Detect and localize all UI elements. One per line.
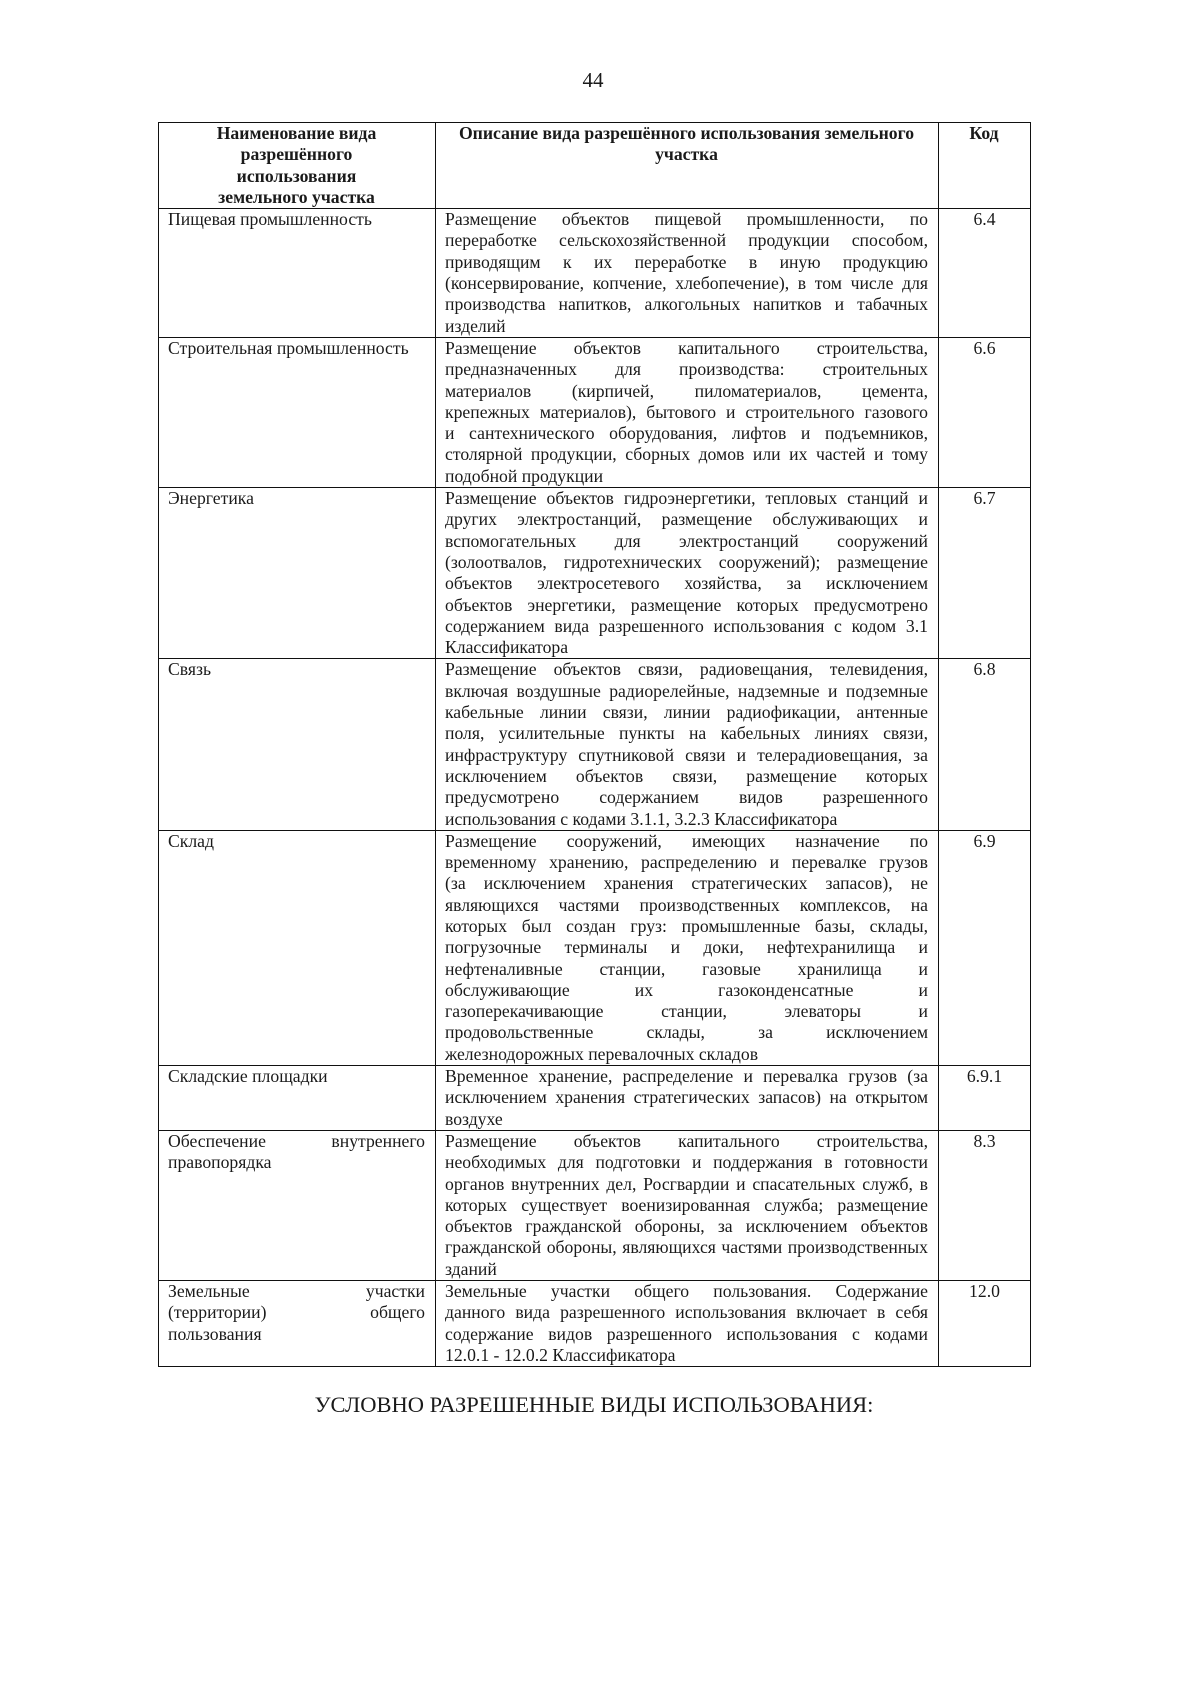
use-code-cell [939,209,1031,338]
use-description-line: органов внутренних дел, Росгвардии и спасательных служб, в [445,1173,928,1194]
section-heading: УСЛОВНО РАЗРЕШЕННЫЕ ВИДЫ ИСПОЛЬЗОВАНИЯ: [314,1392,874,1418]
use-description-line: предназначенных для производства: строительных [445,359,928,380]
use-description-line: Размещение объектов гидроэнергетики, тепловых станций и [445,488,928,509]
use-code-cell [939,488,1031,659]
table-row [159,1130,1031,1280]
use-code: 12.0 [969,1281,1000,1302]
use-description-line: исключением объектов связи, размещение которых [445,765,928,786]
use-description-line: Классификатора [445,637,569,658]
use-description-line: объектов энергетики, размещение которых предусмотрено [445,594,928,615]
use-description-line: обслуживающие их газоконденсатные и [445,979,928,1000]
use-description-line: содержание видов разрешенного использования с кодами [445,1323,928,1344]
use-description-line: временному хранению, распределению и перевалке грузов [445,852,928,873]
use-code: 6.8 [973,659,996,680]
use-description-line: включая воздушные радиорелейные, надземные и подземные [445,680,928,701]
use-description-cell [436,1066,939,1131]
table-row [159,488,1031,659]
use-code-cell [939,1281,1031,1367]
header-line: Описание вида разрешённого использования земельного [458,123,915,143]
use-description-line: подобной продукции [445,465,604,486]
use-description-line: 12.0.1 - 12.0.2 Классификатора [445,1344,676,1365]
use-description-line: других электростанций, размещение обслуживающих и [445,509,928,530]
use-description-line: переработке сельскохозяйственной продукции способом, [445,230,928,251]
header-line: использования [236,165,357,186]
use-code-cell [939,830,1031,1065]
use-description-cell [436,1281,939,1367]
use-description-line: столярной продукции, сборных домов или их частей и тому [445,444,928,465]
use-name-cell [159,337,436,487]
use-code: 8.3 [973,1130,996,1151]
header-line: Наименование вида [216,123,377,143]
table-row [159,1281,1031,1367]
table-header-row [159,123,1031,209]
use-name-cell [159,830,436,1065]
use-description-line: необходимых для подготовки и поддержания в готовности [445,1152,928,1173]
use-description-line: которых был создан груз: промышленные базы, склады, [445,915,928,936]
use-name-line: Связь [168,659,212,680]
use-name-cell [159,209,436,338]
use-description-cell [436,488,939,659]
land-use-table [158,122,1031,1367]
use-description-line: Размещение объектов капитального строительства, [445,337,928,358]
table-row [159,1066,1031,1131]
use-description-line: данного вида разрешенного использования включает в себя [445,1302,928,1323]
use-code: 6.9.1 [966,1066,1003,1087]
use-description-line: исключением хранения стратегических запасов) на открытом [445,1087,928,1108]
use-description-line: материалов (кирпичей, пиломатериалов, цемента, [445,380,928,401]
use-code: 6.4 [973,209,996,230]
use-name-line: Складские площадки [168,1066,328,1087]
use-name-line: правопорядка [168,1152,272,1173]
use-name-line: Склад [168,830,214,851]
table-header-code [939,123,1031,209]
use-description-line: зданий [445,1258,497,1279]
use-description-line: (золоотвалов, гидротехнических сооружений); размещение [445,551,928,572]
use-description-line: (за исключением хранения стратегических запасов), не [445,873,928,894]
use-description-cell [436,1130,939,1280]
use-description-line: использования с кодами 3.1.1, 3.2.3 Классификатора [445,808,838,829]
use-name-line: пользования [168,1323,262,1344]
use-description-line: изделий [445,315,506,336]
use-name-line: Обеспечение внутреннего [168,1130,425,1151]
use-description-cell [436,830,939,1065]
use-name-line: Пищевая промышленность [168,209,372,230]
use-description-line: Размещение объектов пищевой промышленности, по [445,209,928,230]
use-code: 6.9 [973,830,996,851]
use-description-line: Размещение сооружений, имеющих назначение по [445,830,928,851]
use-description-line: Размещение объектов капитального строительства, [445,1130,928,1151]
use-description-line: инфраструктуру спутниковой связи и телерадиовещания, за [445,744,928,765]
header-line: участка [655,144,718,165]
use-description-line: гражданской обороны, являющихся частями производственных [445,1237,928,1258]
table-row [159,337,1031,487]
use-description-line: кабельные линии связи, линии радиофикации, антенные [445,702,928,723]
use-description-line: которых существует военизированная служба; размещение [445,1194,928,1215]
use-description-line: являющихся частями производственных комплексов, на [445,894,928,915]
use-code: 6.7 [973,488,996,509]
use-description-line: погрузочные терминалы и доки, нефтехранилища и [445,937,928,958]
use-description-line: Размещение объектов связи, радиовещания, телевидения, [445,659,928,680]
use-description-line: крепежных материалов), бытового и строительного газового [445,401,928,422]
use-description-line: вспомогательных для электростанций сооружений [445,530,928,551]
use-code-cell [939,1130,1031,1280]
use-code-cell [939,659,1031,830]
use-description-line: производства напитков, алкогольных напитков и табачных [445,294,928,315]
use-name-cell [159,1066,436,1131]
use-description-line: содержанием вида разрешенного использования с кодом 3.1 [445,615,928,636]
use-description-line: объектов электросетевого хозяйства, за исключением [445,573,928,594]
land-use-table-body [159,209,1031,1367]
use-code-cell [939,337,1031,487]
use-name-cell [159,488,436,659]
use-name-line: (территории) общего [168,1302,425,1323]
page-content [158,122,1030,1418]
page-number: 44 [582,68,604,92]
header-line: разрешённого [240,144,353,165]
use-description-cell [436,659,939,830]
use-description-line: поля, усилительные пункты на кабельных линиях связи, [445,723,928,744]
use-description-line: Земельные участки общего пользования. Содержание [445,1281,928,1302]
header-line: Код [969,123,999,143]
use-description-line: газоперекачивающие станции, элеваторы и [445,1001,928,1022]
use-description-line: и сантехнического оборудования, лифтов и подъемников, [445,423,928,444]
use-description-line: воздухе [445,1108,503,1129]
use-name-cell [159,1130,436,1280]
use-code: 6.6 [973,337,996,358]
use-description-line: железнодорожных перевалочных складов [445,1043,759,1064]
land-use-table-header [159,123,1031,209]
table-header-name [159,123,436,209]
use-name-line: Энергетика [168,488,254,509]
use-description-line: продовольственные склады, за исключением [445,1022,928,1043]
table-row [159,659,1031,830]
table-row [159,209,1031,338]
table-header-description [436,123,939,209]
use-description-line: приводящим к их переработке в иную продукцию [445,251,928,272]
header-line: земельного участка [218,186,375,207]
use-description-line: Временное хранение, распределение и перевалка грузов (за [445,1066,928,1087]
use-description-line: объектов гражданской обороны, за исключением объектов [445,1216,928,1237]
use-name-cell [159,659,436,830]
use-code-cell [939,1066,1031,1131]
use-description-cell [436,337,939,487]
use-name-line: Земельные участки [168,1281,425,1302]
use-description-line: нефтеналивные станции, газовые хранилища и [445,958,928,979]
use-description-line: предусмотрено содержанием видов разрешенного [445,787,928,808]
use-description-cell [436,209,939,338]
use-name-cell [159,1281,436,1367]
use-name-line: Строительная промышленность [168,337,409,358]
use-description-line: (консервирование, копчение, хлебопечение), в том числе для [445,273,928,294]
table-row [159,830,1031,1065]
